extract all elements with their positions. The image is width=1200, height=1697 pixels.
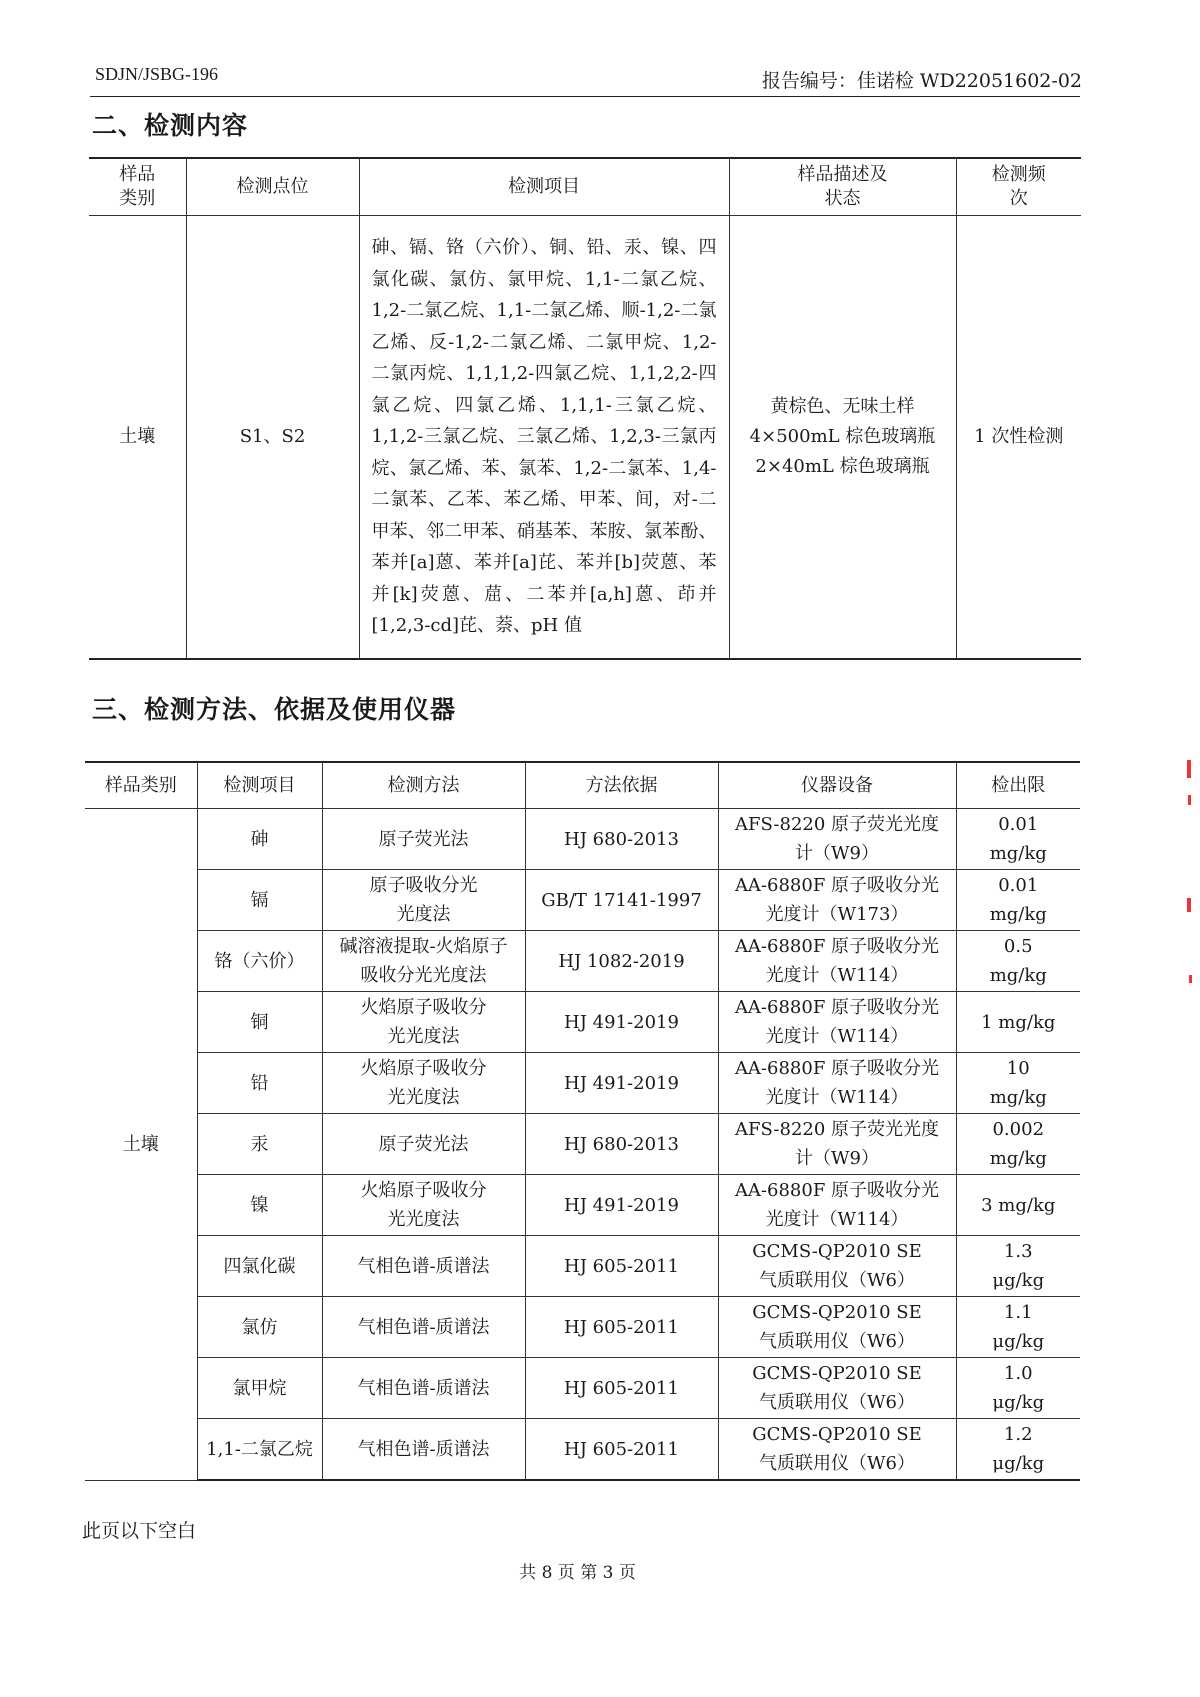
detection-limit: 1.0 μg/kg: [956, 1358, 1080, 1419]
detection-item: 砷: [197, 809, 322, 870]
detection-method: 原子荧光法: [322, 1114, 525, 1175]
table-row: [85, 992, 1080, 1053]
detection-limit: 1.1 μg/kg: [956, 1297, 1080, 1358]
table-row: [89, 216, 1081, 659]
table-row: [85, 931, 1080, 992]
detection-frequency: 1 次性检测: [956, 216, 1081, 659]
column-header: 检测项目: [359, 158, 729, 216]
instrument: AA-6880F 原子吸收分光光度计（W114）: [718, 992, 956, 1053]
detection-item: 四氯化碳: [197, 1236, 322, 1297]
table-row: [85, 1236, 1080, 1297]
method-basis: HJ 491-2019: [525, 1053, 718, 1114]
table-header-row: [85, 762, 1080, 809]
detection-item: 氯仿: [197, 1297, 322, 1358]
sample-description: [729, 216, 956, 659]
table-row: [85, 870, 1080, 931]
instrument: GCMS-QP2010 SE 气质联用仪（W6）: [718, 1358, 956, 1419]
detection-item: 氯甲烷: [197, 1358, 322, 1419]
column-header: 检测方法: [322, 762, 525, 809]
instrument: AA-6880F 原子吸收分光光度计（W114）: [718, 1175, 956, 1236]
sample-category: 土壤: [89, 216, 186, 659]
instrument: AFS-8220 原子荧光光度计（W9）: [718, 1114, 956, 1175]
detection-item: 汞: [197, 1114, 322, 1175]
report-number: 报告编号：佳诺检 WD22051602-02: [761, 70, 1082, 92]
detection-content-table: [89, 157, 1081, 660]
column-header: 检测项目: [197, 762, 322, 809]
detection-method: 火焰原子吸收分光光度法: [322, 1175, 525, 1236]
detection-limit: 0.5 mg/kg: [956, 931, 1080, 992]
page-footer: [0, 1558, 1200, 1583]
detection-item: 镍: [197, 1175, 322, 1236]
seal-edge-mark: [1189, 975, 1192, 983]
method-basis: HJ 605-2011: [525, 1236, 718, 1297]
page-number: 共 8 页 第 3 页: [519, 1563, 636, 1583]
detection-limit: 10 mg/kg: [956, 1053, 1080, 1114]
instrument: GCMS-QP2010 SE 气质联用仪（W6）: [718, 1419, 956, 1481]
sample-points: S1、S2: [186, 216, 359, 659]
column-header: 样品类别: [89, 158, 186, 216]
detection-method: 气相色谱-质谱法: [322, 1358, 525, 1419]
column-header: 检出限: [956, 762, 1080, 809]
column-header: 检测频次: [956, 158, 1081, 216]
seal-edge-mark: [1188, 795, 1191, 805]
seal-edge-mark: [1187, 898, 1191, 912]
description-line: 4×500mL 棕色玻璃瓶: [749, 425, 936, 447]
detection-method: 气相色谱-质谱法: [322, 1236, 525, 1297]
detection-item: 铜: [197, 992, 322, 1053]
table-row: [85, 1297, 1080, 1358]
column-header: 方法依据: [525, 762, 718, 809]
table-row: [85, 1175, 1080, 1236]
instrument: AA-6880F 原子吸收分光光度计（W173）: [718, 870, 956, 931]
blank-page-note: 此页以下空白: [82, 1520, 197, 1542]
detection-item: 铬（六价）: [197, 931, 322, 992]
table-row: [85, 809, 1080, 870]
detection-method: 火焰原子吸收分光光度法: [322, 1053, 525, 1114]
instrument: AA-6880F 原子吸收分光光度计（W114）: [718, 931, 956, 992]
methods-table: [85, 761, 1080, 1481]
method-basis: HJ 605-2011: [525, 1358, 718, 1419]
detection-method: 气相色谱-质谱法: [322, 1419, 525, 1481]
description-line: 黄棕色、无味土样: [770, 395, 915, 417]
detection-method: 原子吸收分光光度法: [322, 870, 525, 931]
table-header-row: [89, 158, 1081, 216]
method-basis: HJ 605-2011: [525, 1419, 718, 1481]
detection-limit: 0.01 mg/kg: [956, 809, 1080, 870]
detection-method: 碱溶液提取-火焰原子吸收分光光度法: [322, 931, 525, 992]
column-header: 仪器设备: [718, 762, 956, 809]
instrument: GCMS-QP2010 SE 气质联用仪（W6）: [718, 1297, 956, 1358]
method-basis: HJ 680-2013: [525, 809, 718, 870]
column-header: 检测点位: [186, 158, 359, 216]
detection-limit: 0.01 mg/kg: [956, 870, 1080, 931]
detection-limit: 1 mg/kg: [956, 992, 1080, 1053]
method-basis: HJ 1082-2019: [525, 931, 718, 992]
detection-item: 铅: [197, 1053, 322, 1114]
section3-title: 三、检测方法、依据及使用仪器: [92, 695, 457, 724]
doc-code: SDJN/JSBG-196: [95, 64, 219, 84]
method-basis: HJ 491-2019: [525, 1175, 718, 1236]
detection-method: 气相色谱-质谱法: [322, 1297, 525, 1358]
description-line: 2×40mL 棕色玻璃瓶: [755, 455, 930, 477]
method-basis: HJ 605-2011: [525, 1297, 718, 1358]
header-rule: [90, 96, 1080, 97]
method-basis: HJ 491-2019: [525, 992, 718, 1053]
instrument: AA-6880F 原子吸收分光光度计（W114）: [718, 1053, 956, 1114]
detection-item: 1,1-二氯乙烷: [197, 1419, 322, 1481]
seal-edge-mark: [1187, 760, 1191, 778]
table-row: [85, 1419, 1080, 1481]
column-header: 样品描述及状态: [729, 158, 956, 216]
detection-limit: 1.2 μg/kg: [956, 1419, 1080, 1481]
detection-limit: 3 mg/kg: [956, 1175, 1080, 1236]
table-row: [85, 1053, 1080, 1114]
detection-method: 原子荧光法: [322, 809, 525, 870]
method-basis: GB/T 17141-1997: [525, 870, 718, 931]
column-header: 样品类别: [85, 762, 197, 809]
section2-title: 二、检测内容: [92, 111, 249, 140]
detection-method: 火焰原子吸收分光光度法: [322, 992, 525, 1053]
detection-limit: 0.002 mg/kg: [956, 1114, 1080, 1175]
sample-category: 土壤: [85, 809, 197, 1481]
detection-items: 砷、镉、铬（六价）、铜、铅、汞、镍、四氯化碳、氯仿、氯甲烷、1,1-二氯乙烷、1,2-二氯乙烷、1,1-二氯乙烯、顺-1,2-二氯乙烯、反-1,2-二氯乙烯、二氯甲烷、1,2-二氯丙烷、1,1,1,2-四氯乙烷、1,1,2,2-四氯乙烷、四氯乙烯、1,1,1-三氯乙烷、1,1,2-三氯乙烷、三氯乙烯、1,2,3-三氯丙烷、氯乙烯、苯、氯苯、1,2-二氯苯、1,4-二氯苯、乙苯、苯乙烯、甲苯、间，对-二甲苯、邻二甲苯、硝基苯、苯胺、氯苯酚、苯并[a]蒽、苯并[a]芘、苯并[b]荧蒽、苯并[k]荧蒽、䓛、二苯并[a,h]蒽、茚并[1,2,3-cd]芘、萘、pH 值: [359, 216, 729, 659]
method-basis: HJ 680-2013: [525, 1114, 718, 1175]
table-row: [85, 1358, 1080, 1419]
detection-item: 镉: [197, 870, 322, 931]
instrument: GCMS-QP2010 SE 气质联用仪（W6）: [718, 1236, 956, 1297]
table-row: [85, 1114, 1080, 1175]
instrument: AFS-8220 原子荧光光度计（W9）: [718, 809, 956, 870]
detection-limit: 1.3 μg/kg: [956, 1236, 1080, 1297]
